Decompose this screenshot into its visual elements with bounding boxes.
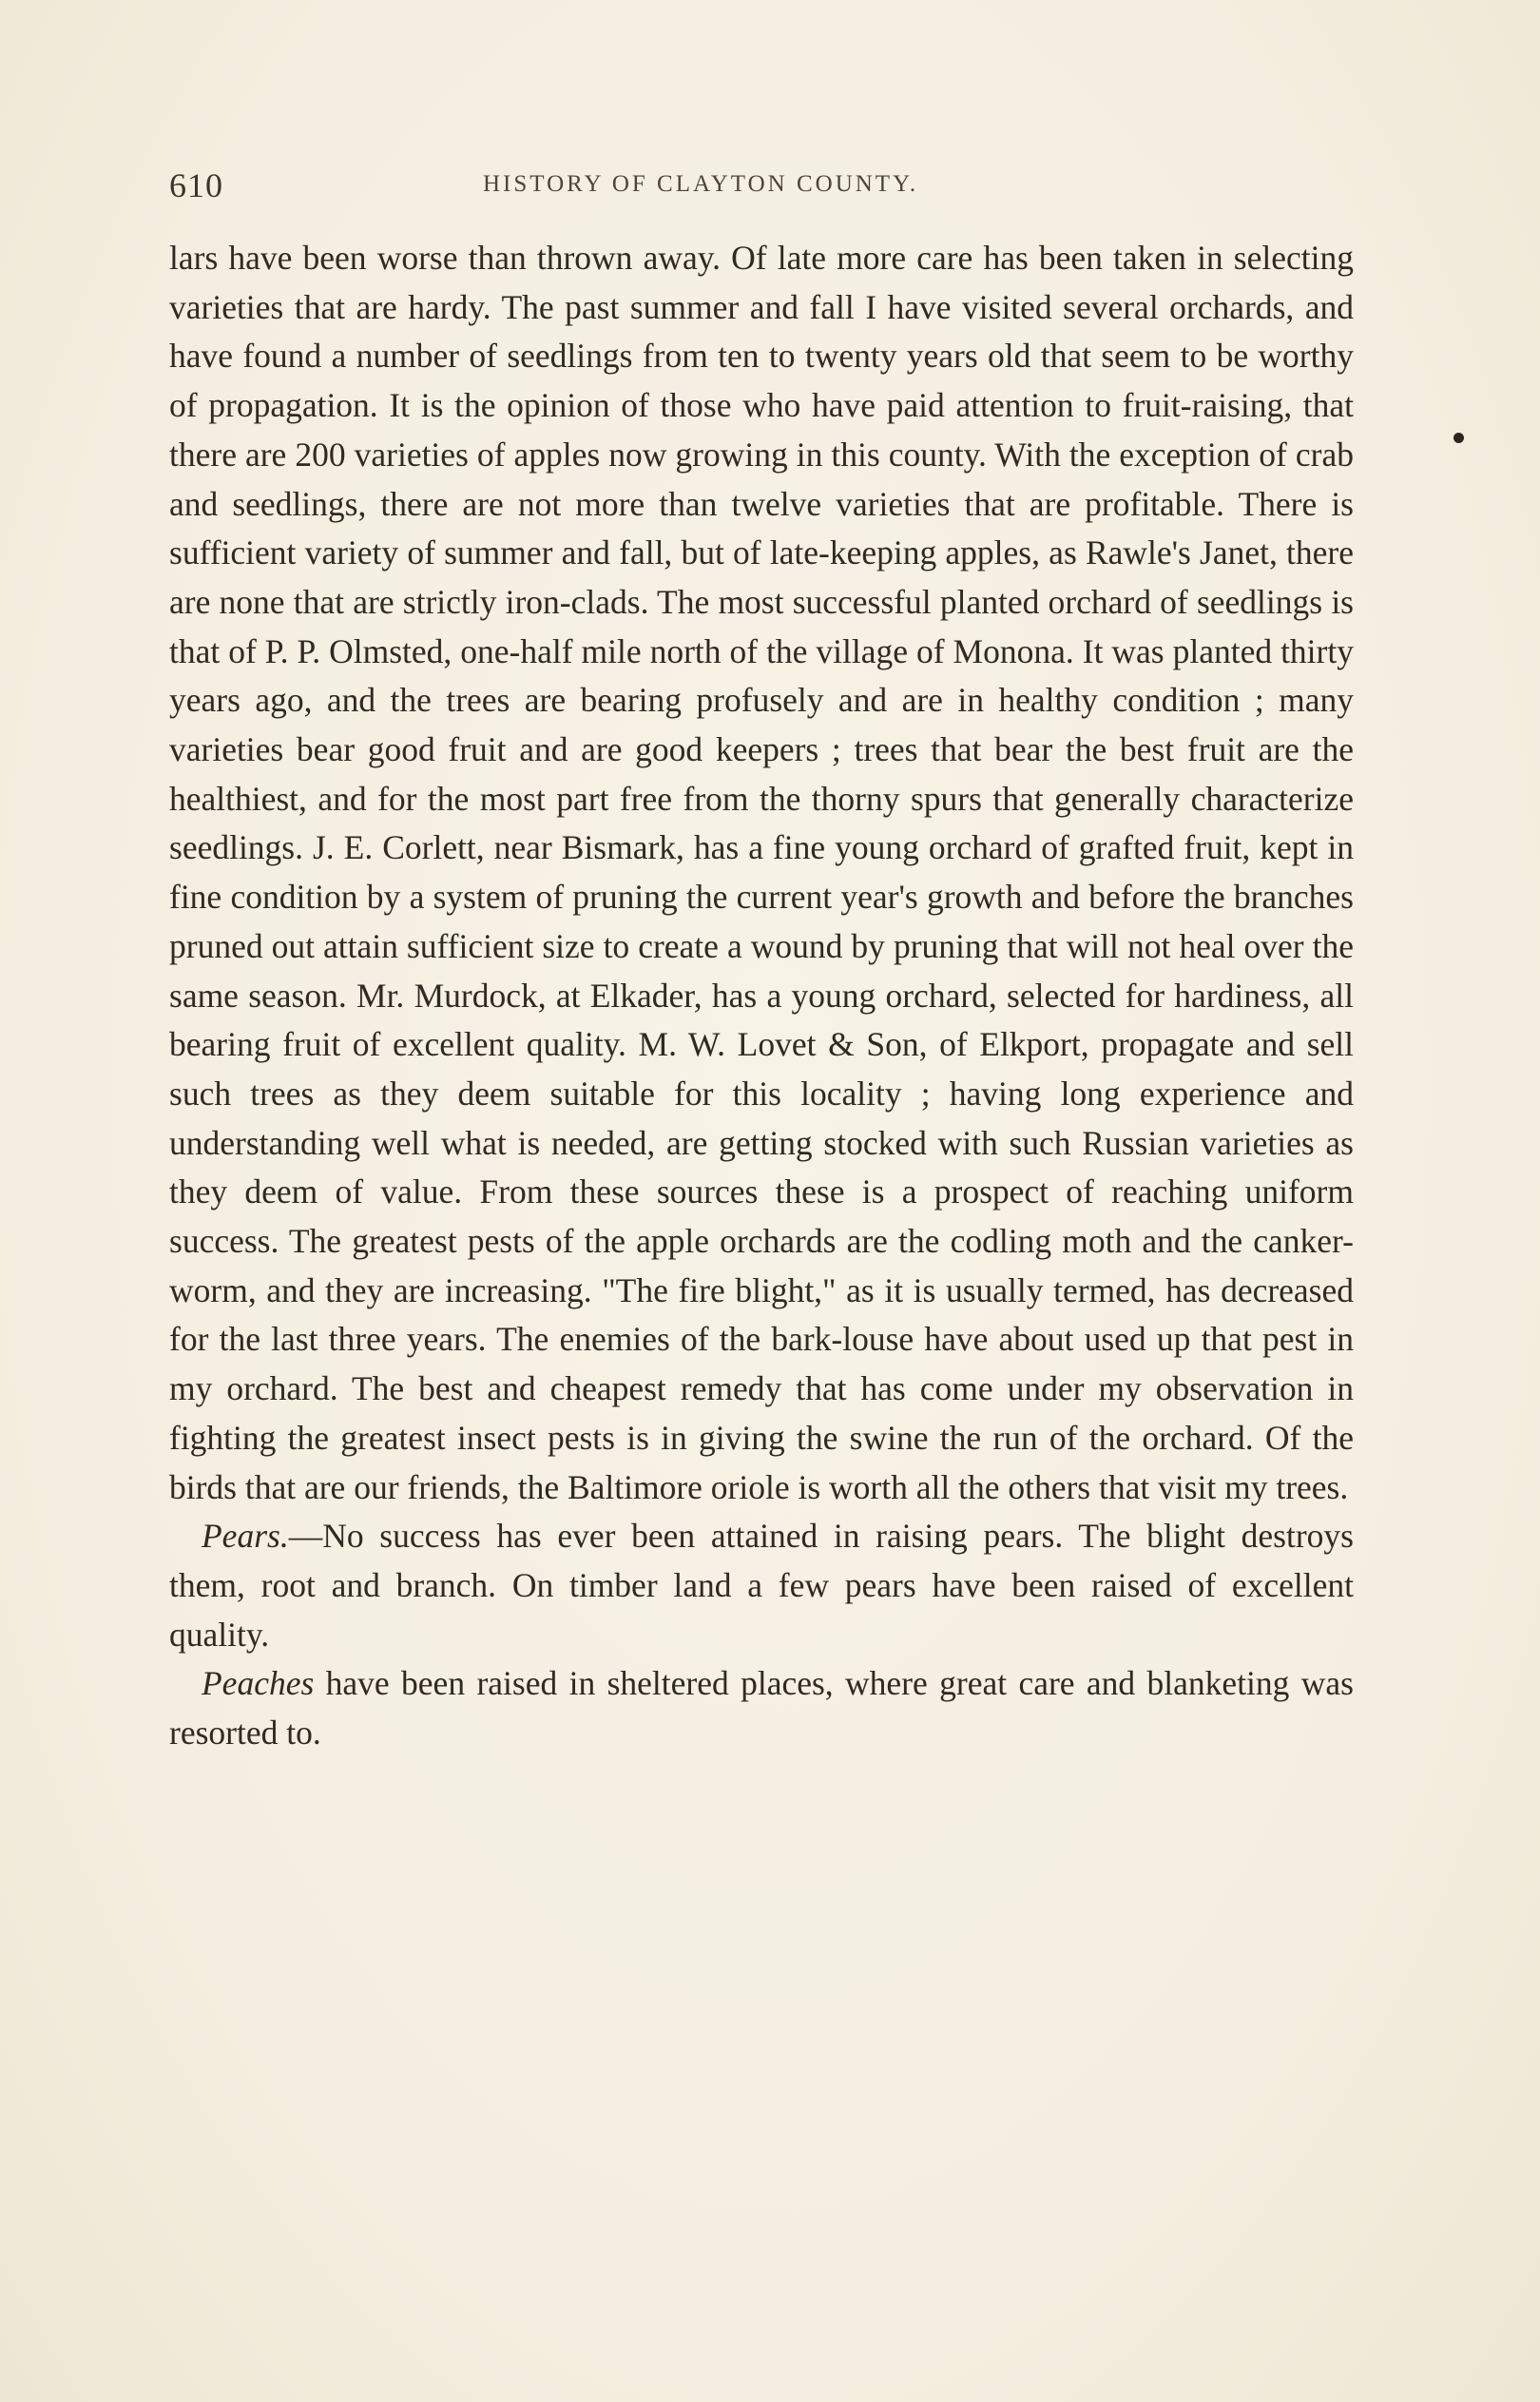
peaches-heading: Peaches bbox=[202, 1664, 315, 1703]
page-header bbox=[169, 165, 1082, 207]
paragraph-apples: lars have been worse than thrown away. Of late more care has been taken in selecting varieties that are hardy. The past summer and fall I have visited several orchards, and have found a number of seedlings from ten to twenty years old that seem to be worthy of propagation. It is the opinion of those who have paid attention to fruit-raising, that there are 200 varieties of apples now growing in this county. With the exception of crab and seedlings, there are not more than twelve varieties that are profitable. There is sufficient variety of summer and fall, but of late-keeping apples, as Rawle's Janet, there are none that are strictly iron-clads. The most successful planted orchard of seedlings is that of P. P. Olmsted, one-half mile north of the village of Monona. It was planted thirty years ago, and the trees are bearing profusely and are in healthy condition ; many varieties bear good fruit and are good keepers ; trees that bear the best fruit are the healthiest, and for the most part free from the thorny spurs that generally characterize seedlings. J. E. Corlett, near Bismark, has a fine young orchard of grafted fruit, kept in fine condition by a system of pruning the current year's growth and before the branches pruned out attain sufficient size to create a wound by pruning that will not heal over the same season. Mr. Murdock, at Elkader, has a young orchard, selected for hardiness, all bearing fruit of excellent quality. M. W. Lovet & Son, of Elkport, propagate and sell such trees as they deem suitable for this locality ; having long experience and understanding well what is needed, are getting stocked with such Russian varieties as they deem of value. From these sources these is a prospect of reaching uniform success. The greatest pests of the apple orchards are the codling moth and the canker-worm, and they are increasing. "The fire blight," as it is usually termed, has decreased for the last three years. The enemies of the bark-louse have about used up that pest in my orchard. The best and cheapest remedy that has come under my observation in fighting the greatest insect pests is in giving the swine the run of the orchard. Of the birds that are our friends, the Baltimore oriole is worth all the others that visit my trees. bbox=[169, 239, 1354, 1506]
paragraph-pears bbox=[169, 1512, 1354, 1659]
body-text bbox=[169, 234, 1354, 1758]
pears-text: —No success has ever been attained in raising pears. The blight destroys them, root and branch. On timber land a few pears have been raised of excellent quality. bbox=[169, 1517, 1354, 1654]
paragraph-peaches bbox=[169, 1659, 1354, 1757]
running-head: HISTORY OF CLAYTON COUNTY. bbox=[483, 171, 919, 197]
pears-heading: Pears. bbox=[202, 1517, 289, 1556]
margin-ink-dot bbox=[1453, 433, 1464, 443]
peaches-text: have been raised in sheltered places, where great care and blanketing was resorted to. bbox=[169, 1664, 1354, 1753]
page-number: 610 bbox=[169, 166, 223, 204]
